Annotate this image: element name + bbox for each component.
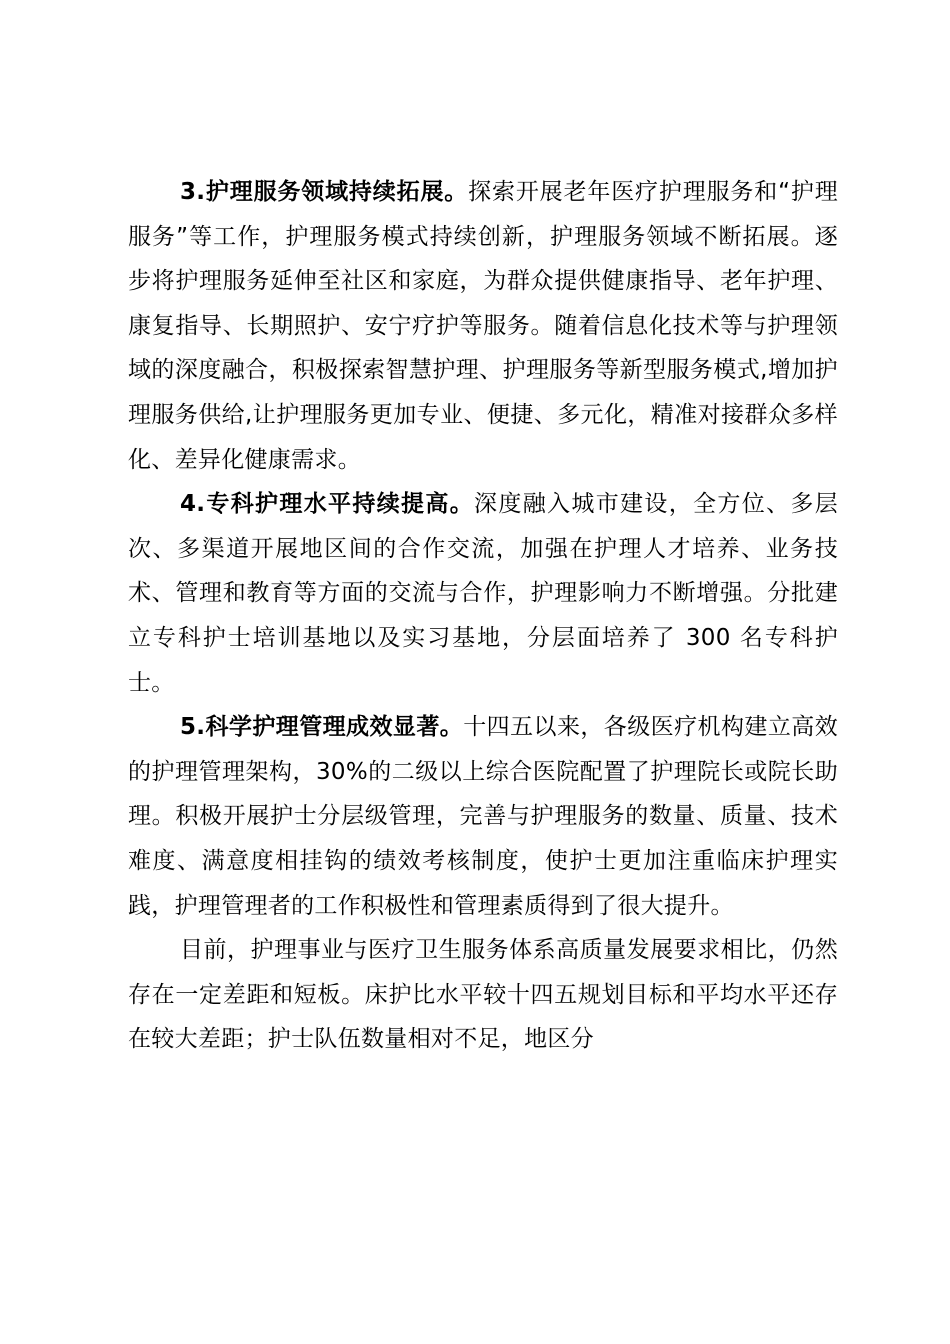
paragraph-text: 十四五以来，各级医疗机构建立高效的护理管理架构，30%的二级以上综合医院配置了护理院长或院长助理。积极开展护士分层级管理，完善与护理服务的数量、质量、技术难度、满意度相挂钩的绩效考核制度，使护士更加注重临床护理实践，护理管理者的工作积极性和管理素质得到了很大提升。 bbox=[128, 714, 838, 919]
paragraph-heading: 4.专科护理水平持续提高。 bbox=[180, 491, 475, 518]
paragraph-text: 探索开展老年医疗护理服务和“护理服务”等工作，护理服务模式持续创新，护理服务领域不断拓展。逐步将护理服务延伸至社区和家庭，为群众提供健康指导、老年护理、康复指导、长期照护、安宁疗护等服务。随着信息化技术等与护理领域的深度融合，积极探索智慧护理、护理服务等新型服务模式,增加护理服务供给,让护理服务更加专业、便捷、多元化，精准对接群众多样化、差异化健康需求。 bbox=[128, 179, 839, 473]
paragraph-heading: 5.科学护理管理成效显著。 bbox=[180, 714, 464, 741]
paragraph-heading: 3.护理服务领域持续拓展。 bbox=[180, 179, 469, 205]
paragraph-text: 目前，护理事业与医疗卫生服务体系高质量发展要求相比，仍然存在一定差距和短板。床护比水平较十四五规划目标和平均水平还存在较大差距；护士队伍数量相对不足，地区分 bbox=[128, 937, 838, 1053]
paragraph-nursing-service-expansion bbox=[128, 170, 838, 482]
paragraph-text: 深度融入城市建设，全方位、多层次、多渠道开展地区间的合作交流，加强在护理人才培养、业务技术、管理和教育等方面的交流与合作，护理影响力不断增强。分批建立专科护士培训基地以及实习基地，分层面培养了 300 名专科护士。 bbox=[128, 491, 839, 696]
paragraph-specialty-nursing bbox=[128, 482, 838, 705]
paragraph-current-gaps bbox=[128, 928, 838, 1062]
document-body bbox=[128, 170, 838, 1062]
paragraph-nursing-management bbox=[128, 705, 838, 928]
